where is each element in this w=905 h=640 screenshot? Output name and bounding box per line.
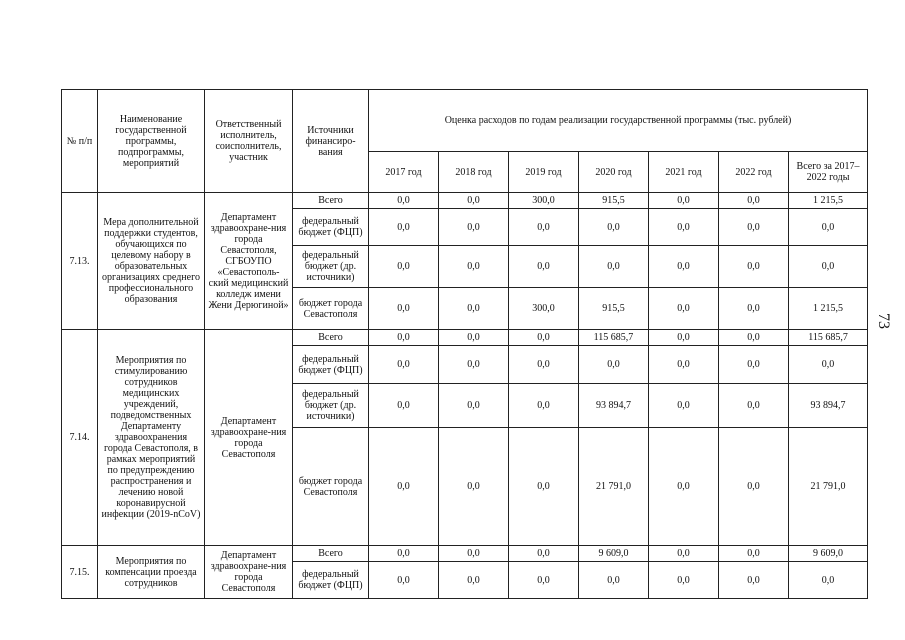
value-cell: 0,0 xyxy=(719,384,789,428)
year-header: 2020 год xyxy=(579,152,649,193)
total-cell: 0,0 xyxy=(789,246,868,288)
executor: Департамент здравоохране-ния города Севастополя, СГБОУПО «Севастополь-ский медицинский колледж имени Жени Дерюгиной» xyxy=(205,193,293,330)
value-cell: 0,0 xyxy=(439,246,509,288)
value-cell: 0,0 xyxy=(439,193,509,209)
value-cell: 915,5 xyxy=(579,288,649,330)
executor: Департамент здравоохране-ния города Севастополя xyxy=(205,330,293,546)
funding-source: Всего xyxy=(293,546,369,562)
col-estimate-header: Оценка расходов по годам реализации государственной программы (тыс. рублей) xyxy=(369,90,868,152)
value-cell: 0,0 xyxy=(649,246,719,288)
executor: Департамент здравоохране-ния города Севастополя xyxy=(205,546,293,599)
value-cell: 0,0 xyxy=(369,562,439,599)
col-sources-header: Источники финансиро-вания xyxy=(293,90,369,193)
value-cell: 0,0 xyxy=(439,546,509,562)
value-cell: 0,0 xyxy=(509,330,579,346)
funding-source: бюджет города Севастополя xyxy=(293,288,369,330)
budget-table xyxy=(61,89,868,599)
value-cell: 9 609,0 xyxy=(579,546,649,562)
funding-source: федеральный бюджет (ФЦП) xyxy=(293,562,369,599)
total-cell: 0,0 xyxy=(789,562,868,599)
value-cell: 0,0 xyxy=(369,209,439,246)
value-cell: 0,0 xyxy=(369,346,439,384)
funding-source: Всего xyxy=(293,330,369,346)
table-row xyxy=(62,193,868,209)
measure-name: Мероприятия по стимулированию сотрудников медицинских учреждений, подведомственных Департаменту здравоохранения города Севастополя, в рамках мероприятий по предупреждению распространения и лечению новой коронавирусной инфекции (2019-nCoV) xyxy=(98,330,205,546)
total-cell: 0,0 xyxy=(789,209,868,246)
row-number: 7.14. xyxy=(62,330,98,546)
year-header: 2022 год xyxy=(719,152,789,193)
value-cell: 915,5 xyxy=(579,193,649,209)
value-cell: 0,0 xyxy=(719,246,789,288)
funding-source: бюджет города Севастополя xyxy=(293,428,369,546)
row-number: 7.13. xyxy=(62,193,98,330)
value-cell: 0,0 xyxy=(649,428,719,546)
value-cell: 0,0 xyxy=(649,288,719,330)
value-cell: 0,0 xyxy=(719,428,789,546)
col-executor-header: Ответственный исполнитель, соисполнитель, участник xyxy=(205,90,293,193)
total-cell: 93 894,7 xyxy=(789,384,868,428)
value-cell: 0,0 xyxy=(579,246,649,288)
value-cell: 0,0 xyxy=(439,428,509,546)
value-cell: 0,0 xyxy=(649,562,719,599)
value-cell: 115 685,7 xyxy=(579,330,649,346)
value-cell: 0,0 xyxy=(369,246,439,288)
value-cell: 0,0 xyxy=(509,346,579,384)
value-cell: 0,0 xyxy=(509,428,579,546)
value-cell: 0,0 xyxy=(439,346,509,384)
value-cell: 300,0 xyxy=(509,288,579,330)
value-cell: 0,0 xyxy=(579,562,649,599)
value-cell: 0,0 xyxy=(369,546,439,562)
value-cell: 0,0 xyxy=(719,346,789,384)
value-cell: 0,0 xyxy=(509,384,579,428)
value-cell: 0,0 xyxy=(719,330,789,346)
value-cell: 0,0 xyxy=(509,246,579,288)
value-cell: 0,0 xyxy=(509,562,579,599)
value-cell: 0,0 xyxy=(649,346,719,384)
value-cell: 0,0 xyxy=(509,546,579,562)
table-row xyxy=(62,330,868,346)
total-cell: 1 215,5 xyxy=(789,193,868,209)
value-cell: 0,0 xyxy=(649,384,719,428)
year-header: 2021 год xyxy=(649,152,719,193)
value-cell: 0,0 xyxy=(439,330,509,346)
value-cell: 0,0 xyxy=(439,384,509,428)
measure-name: Мера дополнительной поддержки студентов, обучающихся по целевому набору в образовательных организациях среднего профессионального образования xyxy=(98,193,205,330)
value-cell: 93 894,7 xyxy=(579,384,649,428)
value-cell: 0,0 xyxy=(649,330,719,346)
value-cell: 0,0 xyxy=(719,209,789,246)
value-cell: 0,0 xyxy=(649,193,719,209)
value-cell: 0,0 xyxy=(719,288,789,330)
funding-source: федеральный бюджет (ФЦП) xyxy=(293,346,369,384)
total-header: Всего за 2017–2022 годы xyxy=(789,152,868,193)
value-cell: 21 791,0 xyxy=(579,428,649,546)
value-cell: 0,0 xyxy=(719,193,789,209)
value-cell: 0,0 xyxy=(649,546,719,562)
value-cell: 0,0 xyxy=(369,330,439,346)
table-row xyxy=(62,546,868,562)
row-number: 7.15. xyxy=(62,546,98,599)
total-cell: 0,0 xyxy=(789,346,868,384)
year-header: 2019 год xyxy=(509,152,579,193)
value-cell: 0,0 xyxy=(369,428,439,546)
value-cell: 0,0 xyxy=(439,562,509,599)
value-cell: 0,0 xyxy=(439,288,509,330)
table-header xyxy=(62,90,868,193)
total-cell: 1 215,5 xyxy=(789,288,868,330)
total-cell: 21 791,0 xyxy=(789,428,868,546)
page-number: 73 xyxy=(875,313,892,329)
col-num-header: № п/п xyxy=(62,90,98,193)
funding-source: Всего xyxy=(293,193,369,209)
funding-source: федеральный бюджет (др. источники) xyxy=(293,384,369,428)
value-cell: 0,0 xyxy=(369,193,439,209)
value-cell: 0,0 xyxy=(369,384,439,428)
value-cell: 0,0 xyxy=(369,288,439,330)
value-cell: 0,0 xyxy=(719,546,789,562)
funding-source: федеральный бюджет (ФЦП) xyxy=(293,209,369,246)
value-cell: 0,0 xyxy=(439,209,509,246)
value-cell: 300,0 xyxy=(509,193,579,209)
value-cell: 0,0 xyxy=(579,346,649,384)
value-cell: 0,0 xyxy=(509,209,579,246)
col-name-header: Наименование государственной программы, подпрограммы, мероприятий xyxy=(98,90,205,193)
total-cell: 9 609,0 xyxy=(789,546,868,562)
value-cell: 0,0 xyxy=(719,562,789,599)
total-cell: 115 685,7 xyxy=(789,330,868,346)
funding-source: федеральный бюджет (др. источники) xyxy=(293,246,369,288)
year-header: 2017 год xyxy=(369,152,439,193)
value-cell: 0,0 xyxy=(579,209,649,246)
value-cell: 0,0 xyxy=(649,209,719,246)
year-header: 2018 год xyxy=(439,152,509,193)
measure-name: Мероприятия по компенсации проезда сотрудников xyxy=(98,546,205,599)
